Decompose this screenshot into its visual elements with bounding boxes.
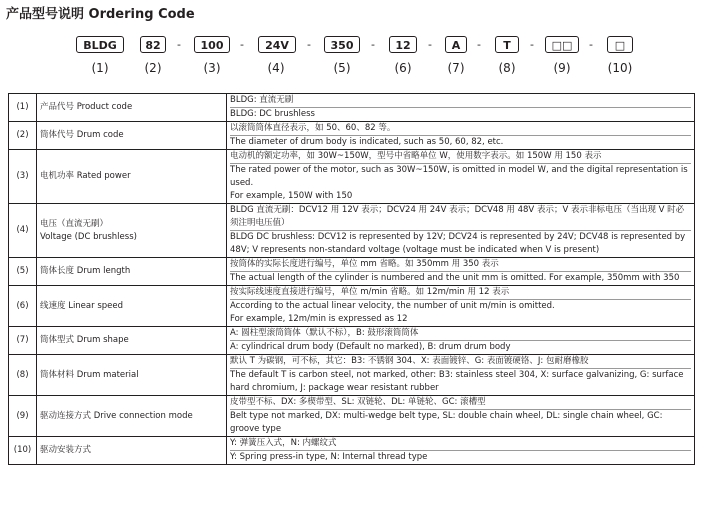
page-title: 产品型号说明 Ordering Code [6,7,195,22]
table-row [9,286,695,327]
code-number-7: (7) [447,61,465,75]
row-index: (7) [9,327,37,355]
row-name: 筒体材料 Drum material [37,355,227,396]
code-number-10: (10) [607,61,633,75]
desc-line: Belt type not marked, DX: multi-wedge belt type, SL: double chain wheel, DL: single chain wheel, GC: groove type [230,411,663,434]
row-name: 筒体代号 Drum code [37,122,227,150]
table-row [9,355,695,396]
row-index: (6) [9,286,37,327]
row-name: 驱动连接方式 Drive connection mode [37,396,227,437]
desc-line: Y: Spring press-in type, N: Internal thread type [230,452,428,462]
row-index: (9) [9,396,37,437]
row-description [227,327,695,355]
code-part-9: □□ [545,36,579,53]
row-name-cn: 电压（直流无刷） [40,218,109,229]
table-row [9,327,695,355]
desc-line: BLDG DC brushless: DCV12 is represented by 12V; DCV24 is represented by 24V; DCV48 is represented by 48V; V represents non-standard voltage (voltage must be indicated when V is present) [230,232,686,255]
desc-line: 皮带型不标、DX: 多楔带型、SL: 双链轮、DL: 单链轮、GC: 滚槽型 [230,396,691,410]
row-index: (2) [9,122,37,150]
row-name: 电机功率 Rated power [37,150,227,204]
row-index: (5) [9,258,37,286]
code-separator: - [428,38,432,51]
desc-line: BLDG 直流无刷：DCV12 用 12V 表示；DCV24 用 24V 表示；DCV48 用 48V 表示；V 表示非标电压（当出现 V 时必须注明电压值） [230,204,691,231]
code-part-8: T [495,36,519,53]
ordering-code-diagram [0,36,710,80]
row-name: 驱动安装方式 [37,437,227,465]
desc-line: According to the actual linear velocity, the number of unit m/min is omitted. [230,301,555,311]
code-number-6: (6) [394,61,412,75]
code-part-10: □ [607,36,633,53]
row-index: (1) [9,94,37,122]
desc-line: 默认 T 为碳钢，可不标，其它：B3: 不锈钢 304、X: 表面镀锌、G: 表面镀硬铬、J: 包耐磨橡胶 [230,355,691,369]
row-description [227,396,695,437]
code-part-6: 12 [389,36,417,53]
row-name: 筒体型式 Drum shape [37,327,227,355]
row-index: (3) [9,150,37,204]
desc-line: The actual length of the cylinder is numbered and the unit mm is omitted. For example, 350mm with 350 [230,273,680,283]
desc-line: The rated power of the motor, such as 30W~150W, is omitted in model W, and the digital representation is used. [230,165,688,188]
table-row [9,396,695,437]
code-part-4: 24V [258,36,296,53]
table-row [9,94,695,122]
desc-line: For example, 12m/min is expressed as 12 [230,314,408,324]
code-number-3: (3) [203,61,221,75]
code-separator: - [530,38,534,51]
code-separator: - [307,38,311,51]
row-index: (4) [9,204,37,258]
table-row [9,437,695,465]
row-description [227,258,695,286]
row-index: (8) [9,355,37,396]
desc-line: A: cylindrical drum body (Default no marked), B: drum drum body [230,342,511,352]
desc-line: The diameter of drum body is indicated, such as 50, 60, 82, etc. [230,137,504,147]
row-name: 产品代号 Product code [37,94,227,122]
code-part-5: 350 [324,36,360,53]
row-description [227,94,695,122]
row-name-en: Voltage (DC brushless) [40,231,137,242]
code-separator: - [589,38,593,51]
row-index: (10) [9,437,37,465]
desc-line: 按筒体的实际长度进行编号，单位 mm 省略。如 350mm 用 350 表示 [230,258,691,272]
desc-line: 按实际线速度直接进行编号，单位 m/min 省略。如 12m/min 用 12 表示 [230,286,691,300]
desc-line: 电动机的额定功率，如 30W~150W，型号中省略单位 W，使用数字表示。如 150W 用 150 表示 [230,150,691,164]
row-description [227,122,695,150]
code-part-7: A [445,36,467,53]
code-part-2: 82 [140,36,166,53]
code-number-4: (4) [267,61,285,75]
table-row [9,122,695,150]
row-description [227,286,695,327]
code-separator: - [371,38,375,51]
table-row [9,258,695,286]
desc-line: BLDG: DC brushless [230,109,315,119]
desc-line: BLDG: 直流无刷 [230,94,691,108]
spec-table [8,93,695,465]
row-name: 线速度 Linear speed [37,286,227,327]
row-name [37,204,227,258]
code-separator: - [477,38,481,51]
desc-line: The default T is carbon steel, not marked, other: B3: stainless steel 304, X: surface galvanizing, G: surface hard chromium, J: package wear resistant rubber [230,370,684,393]
row-description [227,204,695,258]
row-name: 筒体长度 Drum length [37,258,227,286]
code-part-1: BLDG [76,36,124,53]
desc-line: 以滚筒筒体直径表示，如 50、60、82 等。 [230,122,691,136]
code-separator: - [177,38,181,51]
desc-line: A: 圆柱型滚筒筒体（默认不标），B: 鼓形滚筒筒体 [230,327,691,341]
row-description [227,437,695,465]
desc-line: For example, 150W with 150 [230,191,353,201]
desc-line: Y: 弹簧压入式，N: 内螺纹式 [230,437,691,451]
row-description [227,355,695,396]
table-row [9,150,695,204]
code-number-9: (9) [553,61,571,75]
code-number-1: (1) [91,61,109,75]
code-number-8: (8) [498,61,516,75]
code-number-2: (2) [144,61,162,75]
table-row [9,204,695,258]
code-part-3: 100 [194,36,230,53]
code-number-5: (5) [333,61,351,75]
row-description [227,150,695,204]
code-separator: - [240,38,244,51]
